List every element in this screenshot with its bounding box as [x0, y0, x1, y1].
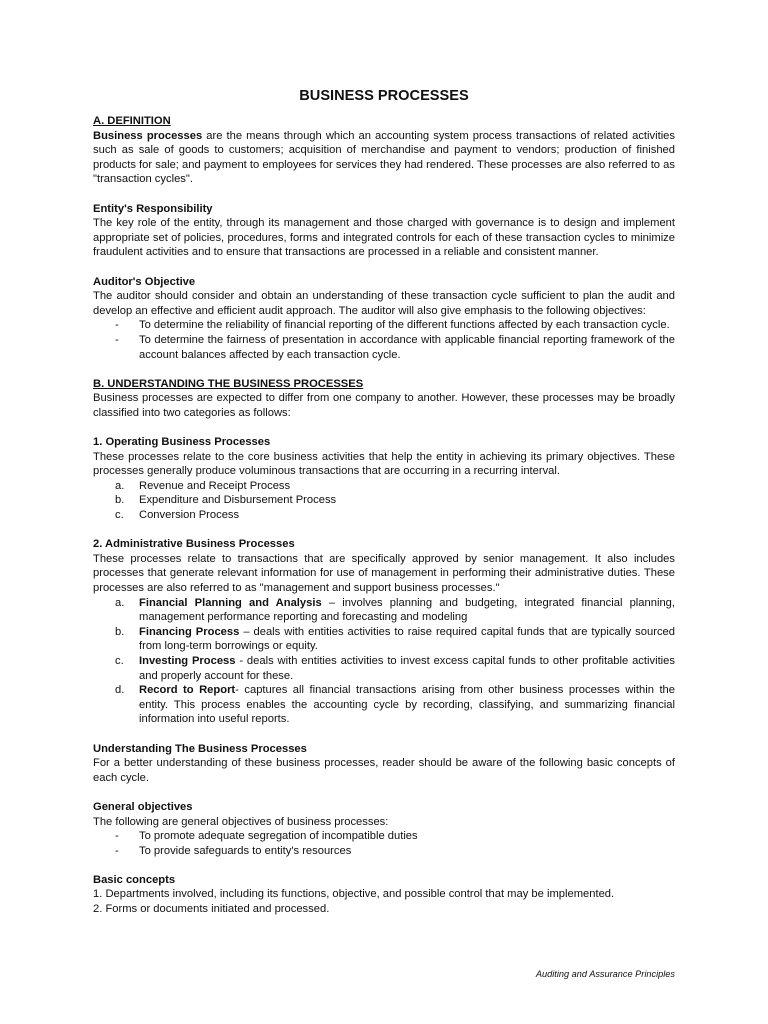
definition-text: are the means through which an accounting system process transactions of related activities such as sale of goods to customers; acquisition of merchandise and payment to vendors; production of finished products for sale; and payment to employees for services they had rendered. These processes are also referred to as "transaction cycles". [93, 129, 675, 186]
auditor-objectives-list [93, 318, 675, 362]
definition-paragraph [93, 129, 675, 187]
list-item [93, 318, 675, 333]
list-marker: - [115, 830, 119, 843]
general-objectives-heading: General objectives [93, 800, 193, 813]
list-item [93, 829, 675, 844]
understanding-heading: Understanding The Business Processes [93, 742, 307, 755]
section-b-heading: B. UNDERSTANDING THE BUSINESS PROCESSES [93, 377, 364, 390]
list-item-text: – involves planning and budgeting, integrated financial planning, management performance reporting and forecasting and modeling [139, 596, 675, 624]
general-objectives-text: The following are general objectives of business processes: [93, 815, 389, 828]
list-item [93, 683, 675, 727]
auditor-objective-heading: Auditor's Objective [93, 275, 196, 288]
section-a-heading: A. DEFINITION [93, 115, 171, 127]
list-item-text: Expenditure and Disbursement Process [139, 494, 337, 507]
list-marker: - [115, 333, 119, 346]
list-item-text: To promote adequate segregation of incompatible duties [139, 830, 418, 843]
list-item-text: - captures all financial transactions arising from other business processes within the entity. This process enables the accounting cycle by recording, classifying, and summarizing financial information into useful reports. [139, 684, 675, 726]
section-b-intro: Business processes are expected to differ from one company to another. However, these processes may be broadly classified into two categories as follows: [93, 392, 675, 419]
list-item-text: - deals with entities activities to invest excess capital funds to other profitable activities and properly account for these. [139, 654, 675, 682]
entity-responsibility-text: The key role of the entity, through its management and those charged with governance is to design and implement appropriate set of policies, procedures, forms and integrated controls for each of these transaction cycles to minimize fraudulent activities and to ensure that transactions are processed in a reliable and consistent manner. [93, 217, 675, 259]
general-objectives-list [93, 829, 675, 858]
list-item-text: To provide safeguards to entity's resources [139, 844, 352, 857]
list-marker: - [115, 319, 119, 332]
definition-term: Business processes [93, 129, 203, 142]
understanding-text: For a better understanding of these business processes, reader should be aware of the following basic concepts of each cycle. [93, 757, 675, 784]
list-item-term: Financing Process [139, 625, 240, 638]
document-body [93, 87, 675, 917]
list-marker: b. [115, 494, 125, 507]
basic-concept-line: 1. Departments involved, including its functions, objective, and possible control that may be implemented. [93, 888, 615, 901]
operating-processes-heading: 1. Operating Business Processes [93, 436, 271, 449]
page-title: BUSINESS PROCESSES [299, 88, 469, 104]
entity-responsibility-heading: Entity's Responsibility [93, 202, 213, 215]
list-item [93, 479, 675, 494]
list-item [93, 654, 675, 683]
basic-concept-line: 2. Forms or documents initiated and processed. [93, 903, 330, 916]
basic-concepts-heading: Basic concepts [93, 873, 176, 886]
auditor-objective-text: The auditor should consider and obtain an understanding of these transaction cycle sufficient to plan the audit and develop an effective and efficient audit approach. The auditor will also give emphasis to the following objectives: [93, 290, 675, 317]
list-marker: d. [115, 684, 125, 697]
administrative-processes-list [93, 596, 675, 727]
list-item-text: – deals with entities activities to raise required capital funds that are typically sourced from long-term borrowings or equity. [139, 625, 675, 653]
operating-processes-text: These processes relate to the core business activities that help the entity in achieving its primary objectives. These processes generally produce voluminous transactions that are occurring in a recurring interval. [93, 450, 675, 478]
list-marker: b. [115, 625, 125, 638]
list-item [93, 625, 675, 654]
operating-processes-list [93, 479, 675, 523]
list-item-term: Investing Process [139, 654, 236, 667]
list-marker: c. [115, 509, 124, 522]
list-item [93, 596, 675, 625]
list-item [93, 508, 675, 523]
list-marker: - [115, 844, 119, 857]
list-item-text: Conversion Process [139, 509, 240, 522]
administrative-processes-text: These processes relate to transactions that are specifically approved by senior management. It also includes processes that generate relevant information for use of management in performing their administrative duties. These processes are also referred to as "management and support business processes." [93, 552, 675, 594]
list-item-term: Record to Report [139, 684, 236, 697]
list-item-text: Revenue and Receipt Process [139, 479, 291, 492]
list-item-text: To determine the fairness of presentation in accordance with applicable financial reporting framework of the account balances affected by each transaction cycle. [139, 333, 675, 361]
list-marker: a. [115, 479, 125, 492]
list-item-text: To determine the reliability of financial reporting of the different functions affected by each transaction cycle. [139, 319, 670, 332]
list-marker: c. [115, 654, 124, 667]
page-footer: Auditing and Assurance Principles [535, 969, 675, 979]
list-item [93, 333, 675, 362]
administrative-processes-heading: 2. Administrative Business Processes [93, 538, 295, 551]
list-item [93, 844, 675, 859]
list-marker: a. [115, 596, 125, 609]
list-item-term: Financial Planning and Analysis [139, 596, 322, 609]
list-item [93, 493, 675, 508]
